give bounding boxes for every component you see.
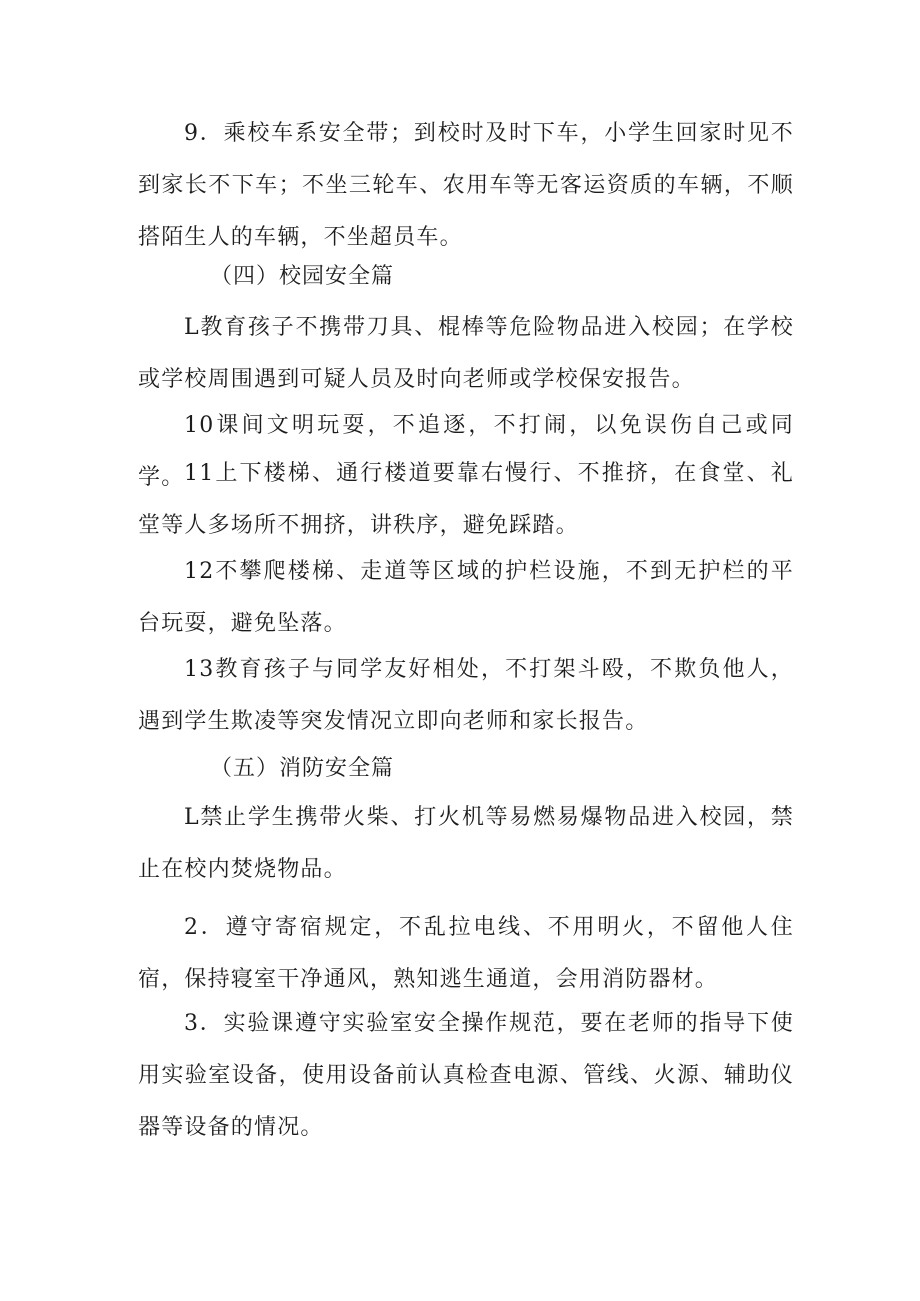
paragraph-bullying: 13教育孩子与同学友好相处，不打架斗殴，不欺负他人，遇到学生欺凌等突发情况立即向老师和家长报告。: [138, 657, 794, 734]
section-heading-campus-safety: （四）校园安全篇: [210, 264, 395, 289]
section-heading-fire-safety: （五）消防安全篇: [210, 756, 395, 781]
paragraph-stairs: 11上下楼梯、通行楼道要靠右慢行、不推挤，在食堂、礼堂等人多场所不拥挤，讲秩序，避免踩踏。: [138, 461, 794, 538]
paragraph-dormitory: 2．遵守寄宿规定，不乱拉电线、不用明火，不留他人住宿，保持寝室干净通风，熟知逃生通道，会用消防器材。: [138, 915, 794, 992]
paragraph-dangerous-items: L教育孩子不携带刀具、棍棒等危险物品进入校园；在学校或学校周围遇到可疑人员及时向老师或学校保安报告。: [138, 315, 794, 392]
paragraph-railings: 12不攀爬楼梯、走道等区域的护栏设施，不到无护栏的平台玩耍，避免坠落。: [138, 559, 794, 636]
paragraph-flammables: L禁止学生携带火柴、打火机等易燃易爆物品进入校园，禁止在校内焚烧物品。: [138, 805, 794, 882]
paragraph-school-bus: 9．乘校车系安全带；到校时及时下车，小学生回家时见不到家长不下车；不坐三轮车、农用车等无客运资质的车辆，不顺搭陌生人的车辆，不坐超员车。: [138, 121, 794, 250]
paragraph-laboratory: 3．实验课遵守实验室安全操作规范，要在老师的指导下使用实验室设备，使用设备前认真检查电源、管线、火源、辅助仪器等设备的情况。: [138, 1011, 794, 1140]
paragraph-recess: 10课间文明玩耍，不追逐，不打闹，以免误伤自己或同学。: [138, 413, 794, 490]
